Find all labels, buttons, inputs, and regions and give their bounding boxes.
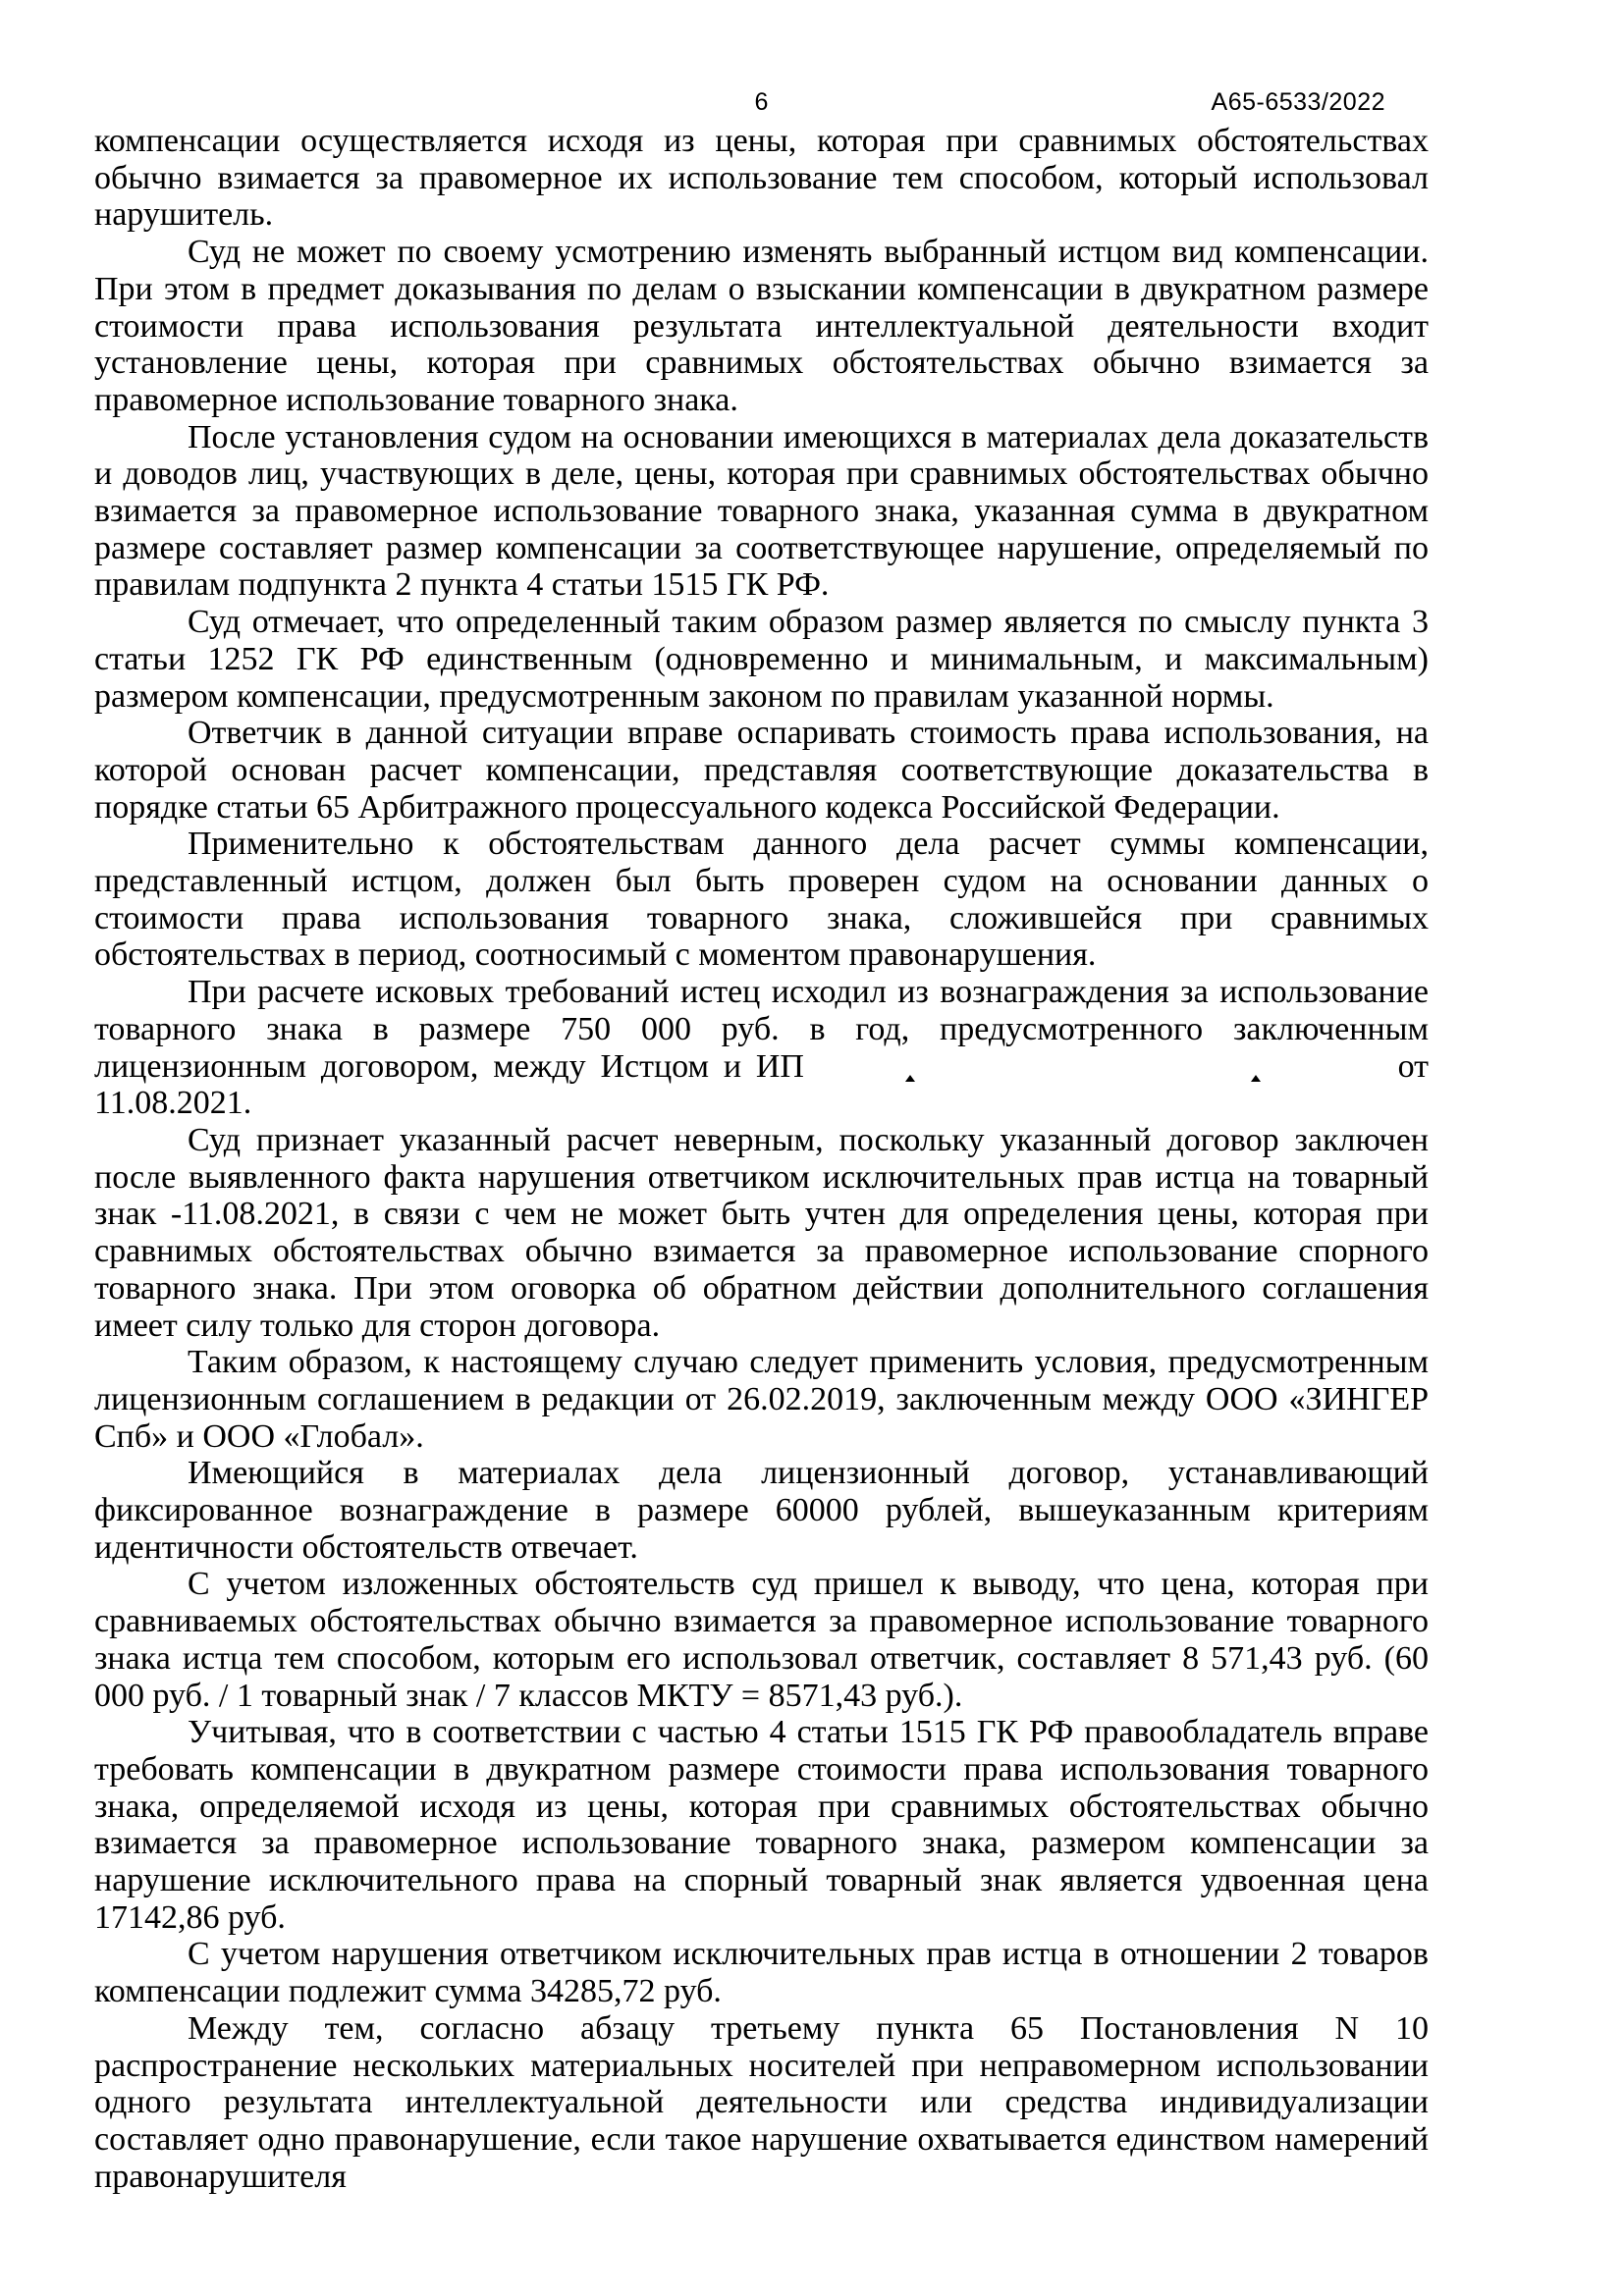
document-body xyxy=(94,123,1429,2195)
redaction-artifact-mark xyxy=(1251,1075,1261,1082)
paragraph-3: После установления судом на основании имеющихся в материалах дела доказательств и доводов лиц, участвующих в деле, цены, которая при сравнимых обстоятельствах обычно взимается за правомерное использование товарного знака, указанная сумма в двукратном размере составляет размер компенсации за соответствующее нарушение, определяемый по правилам подпункта 2 пункта 4 статьи 1515 ГК РФ. xyxy=(94,418,1429,604)
redaction-artifact-mark xyxy=(905,1075,915,1082)
page-header xyxy=(94,88,1429,120)
paragraph-14: Между тем, согласно абзацу третьему пункта 65 Постановления N 10 распространение нескольких материальных носителей при неправомерном использовании одного результата интеллектуальной деятельности или средства индивидуализации составляет одно правонарушение, если такое нарушение охватывается единством намерений правонарушителя xyxy=(94,2009,1429,2195)
paragraph-1: компенсации осуществляется исходя из цены, которая при сравнимых обстоятельствах обычно взимается за правомерное их использование тем способом, который использовал нарушитель. xyxy=(94,123,1429,234)
paragraph-2: Суд не может по своему усмотрению изменять выбранный истцом вид компенсации. При этом в предмет доказывания по делам о взыскании компенсации в двукратном размере стоимости права использования результата интеллектуальной деятельности входит установление цены, которая при сравнимых обстоятельствах обычно взимается за правомерное использование товарного знака. xyxy=(94,234,1429,418)
paragraph-7-text-after-redaction: от 11.08.2021. xyxy=(94,1047,1430,1122)
paragraph-7 xyxy=(94,974,1429,1122)
paragraph-7-text-before-redaction: При расчете исковых требований истец исходил из вознаграждения за использование товарного знака в размере 750 000 руб. в год, предусмотренного заключенным лицензионным договором, между Истцом и ИП xyxy=(94,974,1429,1085)
redaction-gap xyxy=(819,1067,1383,1077)
paragraph-9: Таким образом, к настоящему случаю следует применить условия, предусмотренным лицензионным соглашением в редакции от 26.02.2019, заключенным между ООО «ЗИНГЕР Спб» и ООО «Глобал». xyxy=(94,1344,1429,1455)
paragraph-6: Применительно к обстоятельствам данного дела расчет суммы компенсации, представленный истцом, должен был быть проверен судом на основании данных о стоимости права использования товарного знака, сложившейся при сравнимых обстоятельствах в период, соотносимый с моментом правонарушения. xyxy=(94,826,1429,974)
paragraph-4: Суд отмечает, что определенный таким образом размер является по смыслу пункта 3 статьи 1252 ГК РФ единственным (одновременно и минимальным, и максимальным) размером компенсации, предусмотренным законом по правилам указанной нормы. xyxy=(94,604,1429,715)
paragraph-11: С учетом изложенных обстоятельств суд пришел к выводу, что цена, которая при сравниваемых обстоятельствах обычно взимается за правомерное использование товарного знака истца тем способом, которым его использовал ответчик, составляет 8 571,43 руб. (60 000 руб. / 1 товарный знак / 7 классов МКТУ = 8571,43 руб.). xyxy=(94,1566,1429,1714)
paragraph-12: Учитывая, что в соответствии с частью 4 статьи 1515 ГК РФ правообладатель вправе требовать компенсации в двукратном размере стоимости права использования товарного знака, определяемой исходя из цены, которая при сравнимых обстоятельствах обычно взимается за правомерное использование товарного знака, размером компенсации за нарушение исключительного права на спорный товарный знак является удвоенная цена 17142,86 руб. xyxy=(94,1714,1429,1936)
page-number: 6 xyxy=(754,88,769,116)
case-number: А65-6533/2022 xyxy=(1211,88,1385,116)
paragraph-5: Ответчик в данной ситуации вправе оспаривать стоимость права использования, на которой основан расчет компенсации, представляя соответствующие доказательства в порядке статьи 65 Арбитражного процессуального кодекса Российской Федерации. xyxy=(94,715,1429,826)
paragraph-10: Имеющийся в материалах дела лицензионный договор, устанавливающий фиксированное вознаграждение в размере 60000 рублей, вышеуказанным критериям идентичности обстоятельств отвечает. xyxy=(94,1455,1429,1566)
paragraph-13: С учетом нарушения ответчиком исключительных прав истца в отношении 2 товаров компенсации подлежит сумма 34285,72 руб. xyxy=(94,1936,1429,2010)
paragraph-8: Суд признает указанный расчет неверным, поскольку указанный договор заключен после выявленного факта нарушения ответчиком исключительных прав истца на товарный знак -11.08.2021, в связи с чем не может быть учтен для определения цены, которая при сравнимых обстоятельствах обычно взимается за правомерное использование спорного товарного знака. При этом оговорка об обратном действии дополнительного соглашения имеет силу только для сторон договора. xyxy=(94,1121,1429,1344)
